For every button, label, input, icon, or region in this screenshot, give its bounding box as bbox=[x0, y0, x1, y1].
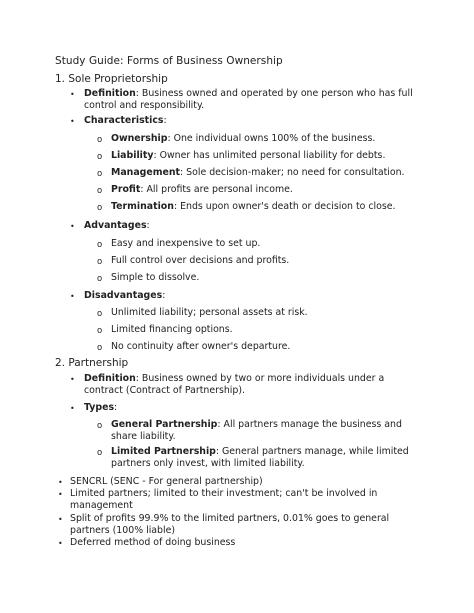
advantage-item: Full control over decisions and profits. bbox=[111, 255, 290, 266]
definition-label: Definition bbox=[84, 373, 136, 384]
document-title: Study Guide: Forms of Business Ownership bbox=[55, 55, 283, 67]
bullet-icon: • bbox=[70, 117, 75, 126]
bullet-icon: • bbox=[70, 404, 75, 413]
bullet-icon: • bbox=[70, 90, 75, 99]
note-item: SENCRL (SENC - For general partnership) bbox=[70, 476, 263, 487]
characteristic-text: : Ends upon owner's death or decision to close. bbox=[173, 201, 396, 212]
bullet-icon: • bbox=[58, 515, 63, 524]
characteristic-profit bbox=[111, 184, 293, 196]
sub-bullet-icon: o bbox=[97, 186, 103, 196]
characteristic-text: : All profits are personal income. bbox=[140, 184, 293, 195]
types-item bbox=[84, 402, 117, 414]
disadvantage-item: Unlimited liability; personal assets at risk. bbox=[111, 307, 308, 318]
note-item: Limited partners; limited to their investment; can't be involved in management bbox=[70, 488, 378, 511]
definition-text: : Business owned and operated by one person who has full control and responsibility. bbox=[84, 88, 413, 111]
disadvantages-item bbox=[84, 290, 165, 302]
characteristic-label: Management bbox=[111, 167, 181, 178]
bullet-icon: • bbox=[70, 292, 75, 301]
characteristic-label: Liability bbox=[111, 150, 154, 161]
sub-bullet-icon: o bbox=[97, 135, 103, 145]
sub-bullet-icon: o bbox=[97, 309, 103, 319]
disadvantage-item: Limited financing options. bbox=[111, 324, 233, 335]
type-general-partnership bbox=[111, 419, 426, 442]
sub-bullet-icon: o bbox=[97, 152, 103, 162]
disadvantages-label: Disadvantages bbox=[84, 290, 163, 301]
bullet-icon: • bbox=[58, 539, 63, 548]
type-limited-partnership bbox=[111, 446, 421, 469]
characteristic-termination bbox=[111, 201, 396, 213]
note-item: Deferred method of doing business bbox=[70, 537, 236, 548]
advantage-item: Simple to dissolve. bbox=[111, 272, 200, 283]
partnership-definition-item bbox=[84, 373, 409, 396]
advantage-item: Easy and inexpensive to set up. bbox=[111, 238, 261, 249]
sub-bullet-icon: o bbox=[97, 343, 103, 353]
characteristic-text: : Owner has unlimited personal liability for debts. bbox=[153, 150, 386, 161]
sub-bullet-icon: o bbox=[97, 169, 103, 179]
note-item: Split of profits 99.9% to the limited partners, 0.01% goes to general partners (100% liable) bbox=[70, 513, 390, 536]
sub-bullet-icon: o bbox=[97, 274, 103, 284]
disadvantage-item: No continuity after owner's departure. bbox=[111, 341, 291, 352]
section-heading-partnership: 2. Partnership bbox=[55, 357, 129, 369]
definition-item bbox=[84, 88, 424, 111]
characteristics-label: Characteristics bbox=[84, 115, 164, 126]
bullet-icon: • bbox=[70, 375, 75, 384]
colon: : bbox=[163, 115, 167, 126]
characteristic-label: Profit bbox=[111, 184, 141, 195]
advantages-label: Advantages bbox=[84, 220, 147, 231]
colon: : bbox=[162, 290, 166, 301]
sub-bullet-icon: o bbox=[97, 421, 103, 431]
type-text: : General partners manage, while limited partners only invest, with limited liability. bbox=[111, 446, 409, 469]
type-text: : All partners manage the business and share liability. bbox=[111, 419, 402, 442]
characteristic-text: : Sole decision-maker; no need for consultation. bbox=[180, 167, 405, 178]
types-label: Types bbox=[84, 402, 115, 413]
definition-text: : Business owned by two or more individuals under a contract (Contract of Partnership). bbox=[84, 373, 385, 396]
colon: : bbox=[146, 220, 150, 231]
sub-bullet-icon: o bbox=[97, 448, 103, 458]
colon: : bbox=[114, 402, 118, 413]
sub-bullet-icon: o bbox=[97, 326, 103, 336]
sub-bullet-icon: o bbox=[97, 240, 103, 250]
advantages-item bbox=[84, 220, 150, 232]
definition-label: Definition bbox=[84, 88, 136, 99]
bullet-icon: • bbox=[70, 222, 75, 231]
characteristic-text: : One individual owns 100% of the business. bbox=[167, 133, 376, 144]
characteristic-label: Ownership bbox=[111, 133, 168, 144]
sub-bullet-icon: o bbox=[97, 203, 103, 213]
characteristic-management bbox=[111, 167, 405, 179]
type-label: Limited Partnership bbox=[111, 446, 216, 457]
characteristic-label: Termination bbox=[111, 201, 174, 212]
sub-bullet-icon: o bbox=[97, 257, 103, 267]
section-heading-sole-proprietorship: 1. Sole Proprietorship bbox=[55, 73, 168, 85]
characteristic-liability bbox=[111, 150, 385, 162]
bullet-icon: • bbox=[58, 490, 63, 499]
characteristics-item bbox=[84, 115, 167, 127]
characteristic-ownership bbox=[111, 133, 375, 145]
bullet-icon: • bbox=[58, 478, 63, 487]
type-label: General Partnership bbox=[111, 419, 218, 430]
